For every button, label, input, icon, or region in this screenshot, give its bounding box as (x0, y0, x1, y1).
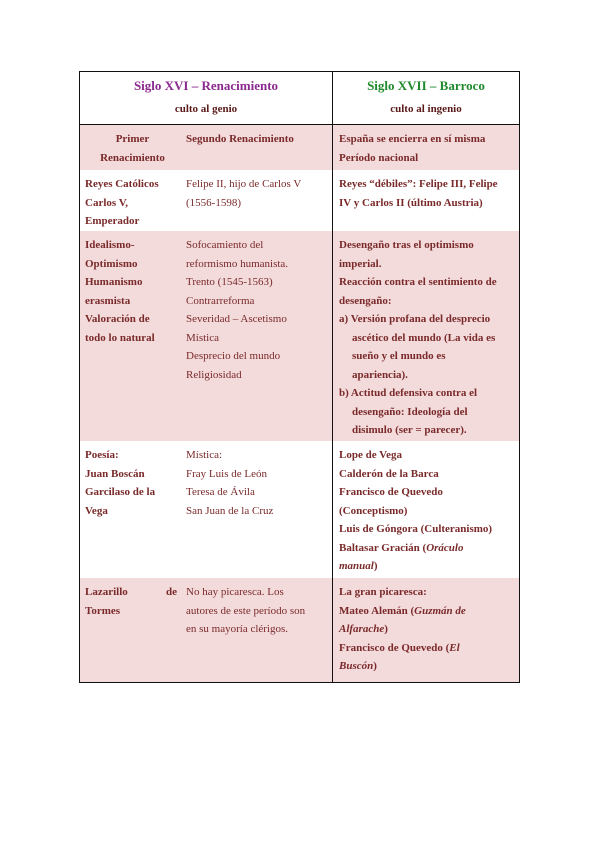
row2-left (80, 170, 333, 231)
row2-col2-line: Felipe II, hijo de Carlos V (186, 178, 302, 190)
quevedo-author: Francisco de Quevedo ( (339, 641, 450, 654)
row1-col2 (182, 125, 332, 170)
row3-col1-line: Optimismo (85, 257, 138, 270)
aleman-close: ) (384, 623, 388, 635)
row5-col2-line: No hay picaresca. Los (186, 586, 284, 598)
comparison-table (79, 71, 520, 683)
row3-col1-line: Idealismo- (85, 239, 135, 251)
row4-col2 (182, 441, 332, 578)
row4-col2-line: Teresa de Ávila (186, 486, 255, 498)
row3-right-line: disimulo (ser = parecer). (352, 424, 467, 436)
row3-right-line: ascético del mundo (La vida es (352, 331, 496, 344)
header-right (333, 72, 519, 124)
gracian-close: ) (373, 560, 378, 572)
row4-right-line: Luis de Góngora (Culteranismo) (339, 523, 493, 535)
row3-col2-line: Mística (186, 331, 219, 344)
header-left (80, 72, 333, 124)
row3-col2-line: Sofocamiento del (186, 239, 264, 251)
row5-right (333, 578, 519, 682)
row1-right-line: España se encierra en sí misma (339, 133, 486, 145)
row5-col1-line (85, 583, 180, 602)
row2-col1-line: Reyes Católicos (85, 178, 159, 190)
row2-col2 (182, 170, 332, 231)
row5-right-line: La gran picaresca: (339, 586, 427, 598)
row2-col1-line: Carlos V, (85, 196, 128, 209)
row2-col2-line: (1556-1598) (186, 196, 241, 209)
row3-right-line: desengaño: Ideología del (352, 405, 468, 418)
row3-col2-line: Severidad – Ascetismo (186, 313, 287, 325)
row3-col1 (80, 231, 182, 441)
row4-col2-line: Mística: (186, 449, 223, 461)
aleman-work: Guzmán de (414, 604, 466, 617)
row4-col1-line: Poesía: (85, 449, 119, 461)
row3-right-line: a) Versión profana del desprecio (339, 313, 491, 325)
row4-col2-line: San Juan de la Cruz (186, 504, 274, 517)
table-row (80, 441, 519, 578)
table-row (80, 231, 519, 441)
row4-col2-line: Fray Luis de León (186, 467, 267, 480)
row5-right-line (339, 657, 514, 676)
row3-right-line: imperial. (339, 257, 382, 270)
row3-col2-line: reformismo humanista. (186, 257, 289, 270)
row4-right-line: Lope de Vega (339, 449, 402, 461)
row4-right-line (339, 539, 514, 558)
row1-left (80, 125, 333, 170)
row3-col2-line: Religiosidad (186, 368, 242, 381)
row5-col1-line: Tormes (85, 604, 121, 617)
row3-col1-line: erasmista (85, 294, 131, 307)
row1-col1-line: Renacimiento (100, 151, 165, 164)
table-header (80, 72, 519, 125)
header-left-subtitle: culto al genio (174, 103, 238, 115)
row5-col2 (182, 578, 332, 682)
lazarillo-de: de (166, 586, 177, 598)
row4-right-line: (Conceptismo) (339, 504, 408, 517)
header-right-title: Siglo XVII – Barroco (367, 78, 485, 93)
row4-right-line (339, 557, 514, 576)
row2-right (333, 170, 519, 231)
row1-col2-line: Segundo Renacimiento (186, 133, 294, 145)
quevedo-close: ) (373, 660, 377, 672)
row1-col1-line: Primer (115, 133, 150, 145)
quevedo-work: El (449, 641, 460, 654)
row5-col2-line: autores de este período son (186, 604, 306, 617)
row3-col1-line: Humanismo (85, 276, 143, 288)
row1-col1 (80, 125, 182, 170)
row5-left (80, 578, 333, 682)
row3-col1-line: Valoración de (85, 313, 150, 325)
gracian-work: Oráculo (426, 541, 464, 554)
row5-col2-line: en su mayoría clérigos. (186, 623, 289, 635)
gracian-work-cont: manual (339, 560, 374, 572)
row4-col1-line: Juan Boscán (85, 467, 145, 480)
row3-right-line: apariencia). (352, 368, 408, 381)
row2-right-line: Reyes “débiles”: Felipe III, Felipe (339, 178, 498, 190)
row3-right (333, 231, 519, 441)
row4-col1-line: Vega (85, 504, 108, 517)
row2-right-line: IV y Carlos II (último Austria) (339, 196, 483, 209)
row1-right (333, 125, 519, 170)
aleman-author: Mateo Alemán ( (339, 604, 415, 617)
quevedo-work-cont: Buscón (339, 660, 374, 672)
table-row (80, 578, 519, 682)
aleman-work-cont: Alfarache (339, 623, 385, 635)
row3-col2-line: Trento (1545-1563) (186, 276, 273, 288)
header-right-subtitle: culto al ingenio (390, 103, 462, 115)
row5-right-line (339, 639, 514, 658)
row3-right-line: Reacción contra el sentimiento de (339, 276, 497, 288)
row3-left (80, 231, 333, 441)
row4-col1 (80, 441, 182, 578)
row3-col2-line: Desprecio del mundo (186, 350, 281, 362)
row4-col1-line: Garcilaso de la (85, 486, 156, 498)
row3-right-line: b) Actitud defensiva contra el (339, 387, 478, 399)
row4-left (80, 441, 333, 578)
row3-col2 (182, 231, 332, 441)
row5-right-line (339, 602, 514, 621)
row2-col1-line: Emperador (85, 215, 140, 227)
row3-right-line: desengaño: (339, 294, 392, 307)
gracian-author: Baltasar Gracián ( (339, 541, 427, 554)
row4-right-line: Francisco de Quevedo (339, 486, 443, 498)
row4-right (333, 441, 519, 578)
row5-col1 (80, 578, 182, 682)
table-row (80, 125, 519, 170)
lazarillo-word: Lazarillo (85, 586, 128, 598)
row3-right-line: sueño y el mundo es (352, 350, 446, 362)
row3-col1-line: todo lo natural (85, 331, 155, 344)
row5-right-line (339, 620, 514, 639)
row1-right-line: Período nacional (339, 151, 419, 164)
row3-right-line: Desengaño tras el optimismo (339, 239, 474, 251)
row2-col1 (80, 170, 182, 231)
row3-col2-line: Contrarreforma (186, 294, 255, 307)
table-row (80, 170, 519, 231)
header-left-title: Siglo XVI – Renacimiento (133, 78, 279, 93)
row4-right-line: Calderón de la Barca (339, 467, 439, 480)
